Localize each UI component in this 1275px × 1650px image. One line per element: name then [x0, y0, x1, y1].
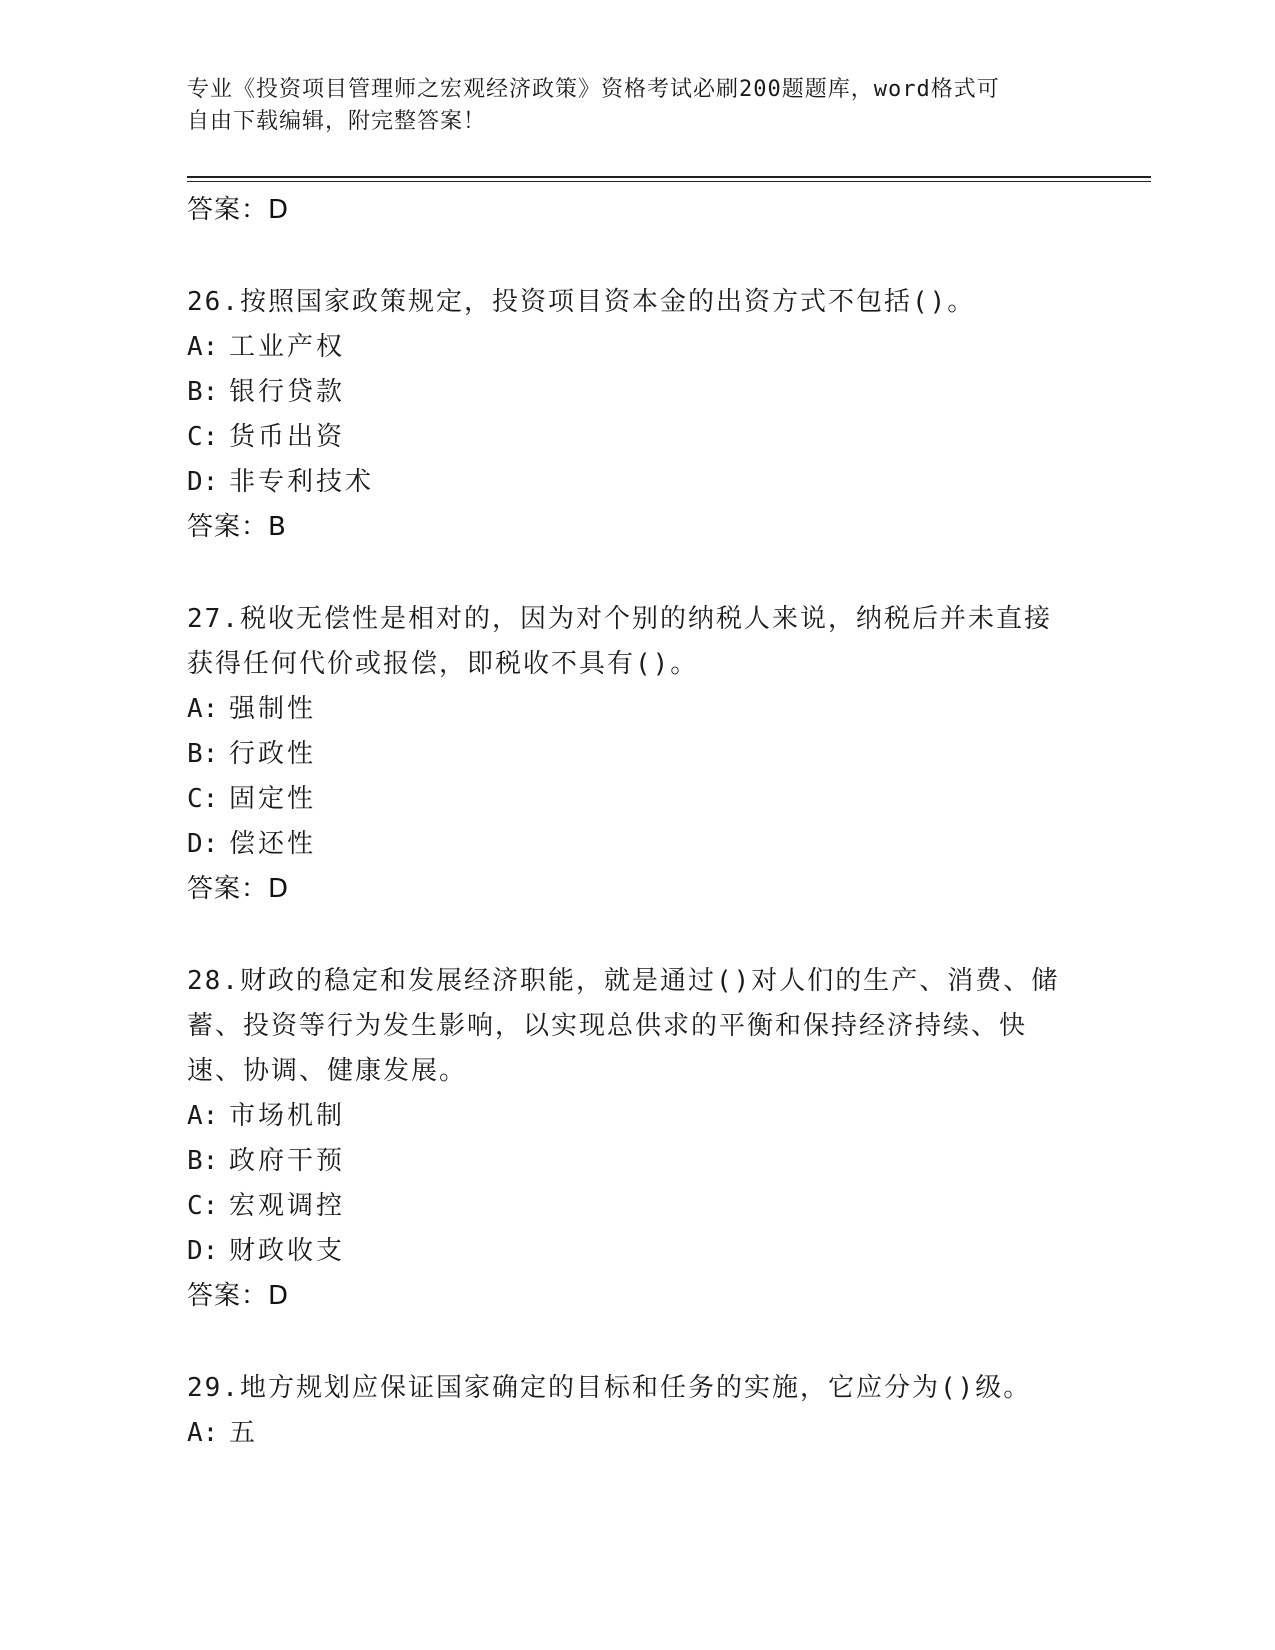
option-text: 市场机制: [229, 1101, 346, 1131]
option-letter: C:: [187, 784, 219, 814]
answer: 答案：D: [187, 1281, 290, 1311]
option-text: 宏观调控: [229, 1191, 346, 1221]
option-text: 政府干预: [229, 1146, 346, 1176]
option-c: [187, 777, 1087, 822]
header-line-2: 自由下载编辑，附完整答案！: [187, 109, 487, 134]
option-b: [187, 1139, 1087, 1184]
question-text-line-3: 速、协调、健康发展。: [187, 1056, 468, 1086]
question-text-line-1: 28.财政的稳定和发展经济职能，就是通过()对人们的生产、消费、储: [187, 966, 1060, 996]
option-text: 非专利技术: [229, 467, 375, 497]
header-line-1: 专业《投资项目管理师之宏观经济政策》资格考试必刷200题题库，word格式可: [187, 77, 1000, 102]
option-b: [187, 370, 1087, 415]
option-letter: B:: [187, 1146, 219, 1176]
option-letter: D:: [187, 467, 219, 497]
question-text-line-2: 获得任何代价或报偿，即税收不具有()。: [187, 649, 699, 679]
option-text: 工业产权: [229, 332, 346, 362]
option-letter: C:: [187, 422, 219, 452]
option-text: 偿还性: [229, 829, 317, 859]
question-text-line-2: 蓄、投资等行为发生影响，以实现总供求的平衡和保持经济持续、快: [187, 1011, 1028, 1041]
option-letter: B:: [187, 739, 219, 769]
option-letter: C:: [187, 1191, 219, 1221]
option-text: 强制性: [229, 694, 317, 724]
option-text: 财政收支: [229, 1236, 346, 1266]
header-divider-thin: [187, 181, 1151, 182]
option-letter: A:: [187, 332, 219, 362]
option-text: 行政性: [229, 739, 317, 769]
option-text: 五: [229, 1418, 259, 1448]
question-text-line-1: 27.税收无偿性是相对的，因为对个别的纳税人来说，纳税后并未直接: [187, 604, 1052, 634]
answer-previous: 答案：D: [187, 195, 290, 225]
question-27: [187, 597, 1087, 912]
spacer: [187, 912, 1087, 959]
option-a: [187, 687, 1087, 732]
option-letter: A:: [187, 694, 219, 724]
option-d: [187, 460, 1087, 505]
document-header: [187, 74, 1067, 138]
question-text: 26.按照国家政策规定，投资项目资本金的出资方式不包括()。: [187, 287, 976, 317]
question-28: [187, 959, 1087, 1319]
option-text: 货币出资: [229, 422, 346, 452]
option-letter: A:: [187, 1418, 219, 1448]
option-d: [187, 1229, 1087, 1274]
option-c: [187, 1184, 1087, 1229]
spacer: [187, 550, 1087, 597]
option-a: [187, 1094, 1087, 1139]
answer: 答案：B: [187, 512, 287, 542]
question-29: [187, 1366, 1087, 1456]
option-d: [187, 822, 1087, 867]
spacer: [187, 233, 1087, 280]
option-c: [187, 415, 1087, 460]
option-a: [187, 325, 1087, 370]
option-letter: A:: [187, 1101, 219, 1131]
answer: 答案：D: [187, 874, 290, 904]
header-divider-thick: [187, 176, 1151, 178]
option-text: 银行贷款: [229, 377, 346, 407]
option-letter: D:: [187, 829, 219, 859]
option-letter: D:: [187, 1236, 219, 1266]
question-list: [187, 188, 1087, 1456]
option-text: 固定性: [229, 784, 317, 814]
question-26: [187, 280, 1087, 550]
question-text: 29.地方规划应保证国家确定的目标和任务的实施，它应分为()级。: [187, 1373, 1032, 1403]
option-letter: B:: [187, 377, 219, 407]
option-b: [187, 732, 1087, 777]
spacer: [187, 1319, 1087, 1366]
option-a: [187, 1411, 1087, 1456]
